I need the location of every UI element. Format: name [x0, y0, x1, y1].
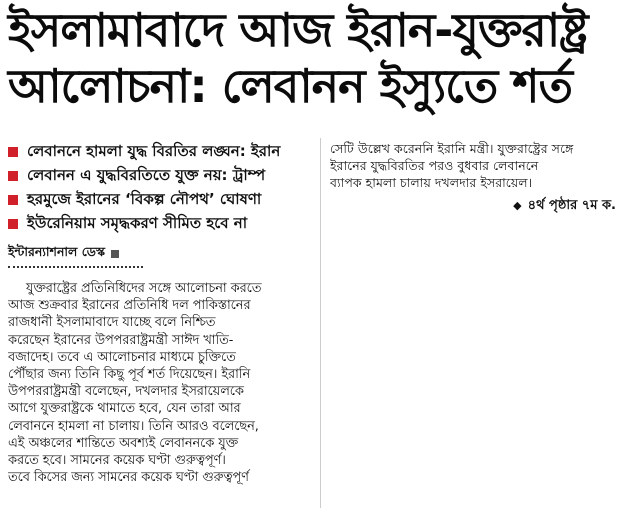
body-line: করেছেন ইরানের উপপররাষ্ট্রমন্ত্রী সাঈদ খাতি-: [8, 332, 234, 348]
byline: [8, 244, 314, 264]
body-line: এই অঞ্চলের শান্তিতে অবশ্যই লেবাননকে যুক্ত: [8, 435, 239, 451]
bullet-square-icon: [8, 195, 18, 205]
body-line: আগে যুক্তরাষ্ট্রকে থামাতে হবে, যেন তারা আর: [8, 401, 241, 417]
dotted-divider: [8, 266, 143, 268]
continued-text: ৪র্থ পৃষ্ঠার ৭ম ক.: [527, 198, 616, 213]
bullet-text: ইউরেনিয়াম সমৃদ্ধকরণ সীমিত হবে না: [27, 213, 248, 232]
body-line: বজাদেহ। তবে এ আলোচনার মাধ্যমে চুক্তিতে: [8, 349, 236, 365]
right-line: ব্যাপক হামলা চালায় দখলদার ইসরায়েল।: [330, 175, 533, 190]
bullet-text: লেবানন এ যুদ্ধবিরতিতে যুক্ত নয়: ট্রাম্প: [27, 165, 266, 184]
body-line: যুক্তরাষ্ট্রের প্রতিনিধিদের সঙ্গে আলোচনা করতে: [26, 281, 262, 296]
bullet-item: [8, 164, 314, 188]
headline-line-1: ইসলামাবাদে আজ ইরান-যুক্তরাষ্ট্র: [8, 3, 588, 57]
body-line: করতে হবে। সামনের কয়েক ঘণ্টা গুরুত্বপূর্ণ।: [8, 453, 226, 469]
bullet-text: লেবাননে হামলা যুদ্ধ বিরতির লঙ্ঘন: ইরান: [27, 141, 281, 160]
headline-line-2: আলোচনা: লেবানন ইস্যুতে শর্ত: [8, 59, 572, 113]
bullet-text: হরমুজে ইরানের ‘বিকল্প নৌপথ’ ঘোষণা: [27, 189, 262, 208]
body-line: উপপররাষ্ট্রমন্ত্রী বলেছেন, দখলদার ইসরায়েলকে: [8, 384, 244, 400]
continued-on: [330, 197, 626, 214]
bullet-item: [8, 140, 314, 164]
triangle-icon: ◆: [513, 199, 522, 212]
bullet-item: [8, 212, 314, 236]
body-line: লেবাননে হামলা না চালায়। তিনি আরও বলেছেন,: [8, 418, 259, 434]
right-line: ইরানের যুদ্ধবিরতির পরও বুধবার লেবাননে: [330, 158, 539, 173]
right-column: [330, 140, 626, 214]
body-line: রাজধানী ইসলামাবাদে যাচ্ছে বলে নিশ্চিত: [8, 315, 216, 331]
byline-square-icon: [111, 250, 119, 258]
bullet-square-icon: [8, 147, 18, 157]
headline: [8, 2, 628, 114]
body-line: তবে কিসের জন্য সামনের কয়েক ঘণ্টা গুরুত্বপূর্ণ: [8, 470, 249, 486]
body-line: আজ শুক্রবার ইরানের প্রতিনিধি দল পাকিস্তানের: [8, 298, 251, 314]
bullet-square-icon: [8, 219, 18, 229]
bullet-square-icon: [8, 171, 18, 181]
article-body: [8, 280, 308, 486]
left-column: [8, 140, 314, 486]
byline-text: ইন্টারন্যাশনাল ডেস্ক: [8, 244, 105, 259]
column-divider: [320, 138, 321, 508]
body-line: পৌঁছার জন্য তিনি কিছু পূর্ব শর্ত দিয়েছেন। ইরানি: [8, 367, 251, 383]
bullet-item: [8, 188, 314, 212]
right-line: সেটি উল্লেখ করেননি ইরানি মন্ত্রী। যুক্তরাষ্ট্রের সঙ্গে: [330, 141, 574, 156]
